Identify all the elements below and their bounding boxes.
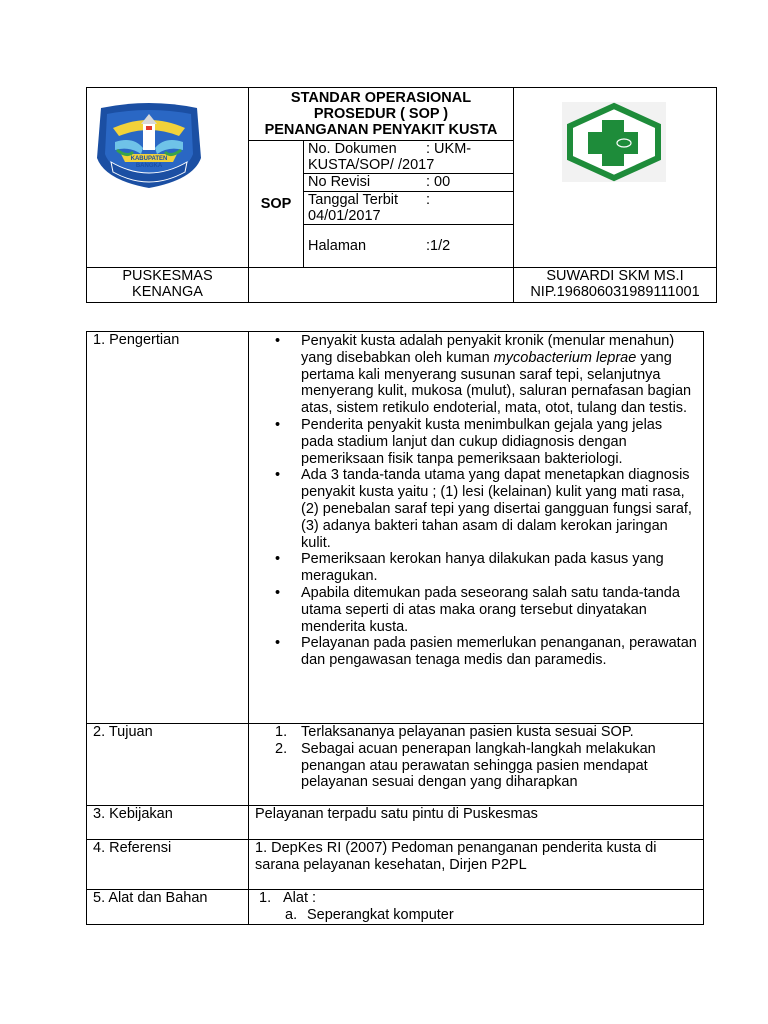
doc-number-cell: [304, 141, 514, 174]
page-number-cell: [304, 225, 514, 268]
signatory-name: SUWARDI SKM MS.I: [546, 268, 684, 284]
sop-content-table: [86, 331, 704, 925]
doc-number-value-2: KUSTA/SOP/ /2017: [308, 157, 435, 173]
signatory: [514, 268, 717, 303]
section-content-referensi: 1. DepKes RI (2007) Pedoman penanganan penderita kusta di sarana pelayanan kesehatan, Dirjen P2PL: [249, 840, 704, 890]
title-line-2: PROSEDUR ( SOP ): [313, 106, 449, 122]
sop-label: SOP: [249, 141, 304, 268]
section-label-kebijakan: 3. Kebijakan: [87, 806, 249, 840]
section-content-kebijakan: Pelayanan terpadu satu pintu di Puskesmas: [249, 806, 704, 840]
puskesmas-name-line-2: KENANGA: [132, 284, 203, 300]
title-line-3: PENANGANAN PENYAKIT KUSTA: [264, 122, 498, 138]
list-item: • Pemeriksaan kerokan hanya dilakukan pada kasus yang meragukan.: [301, 551, 697, 585]
page-title: [249, 88, 514, 141]
header-table: [86, 87, 717, 303]
list-item: • Pelayanan pada pasien memerlukan penanganan, perawatan dan pengawasan tenaga medis dan paramedis.: [301, 635, 697, 669]
puskesmas-name-line-1: PUSKESMAS: [122, 268, 213, 284]
page-number-value: :1/2: [426, 238, 451, 254]
pengertian-list: [255, 333, 697, 669]
list-item: • Penderita penyakit kusta menimbulkan gejala yang jelas pada stadium lanjut dan cukup didiagnosis dengan pemeriksaan fisik tanpa pemeriksaan bakteriologi.: [301, 417, 697, 467]
section-label-alat: 5. Alat dan Bahan: [87, 890, 249, 925]
page-number-label: Halaman: [308, 238, 367, 254]
issue-date-cell: [304, 192, 514, 225]
list-item: a. Seperangkat komputer: [285, 906, 454, 923]
signatory-nip: NIP.196806031989111001: [530, 284, 700, 300]
logo-text-bangka: BANGKA: [135, 163, 163, 169]
tujuan-list: [255, 724, 697, 791]
section-label-tujuan: 2. Tujuan: [87, 724, 249, 806]
list-item: • Penyakit kusta adalah penyakit kronik (menular menahun) yang disebabkan oleh kuman mycobacterium leprae yang pertama kali menyerang susunan saraf tepi, selanjutnya menyerang kulit, mukosa (mulut), saluran pernafasan bagian atas, sistem retikulo endoterial, mata, otot, tulang dan testis.: [301, 333, 697, 417]
doc-number-label: No. Dokumen: [308, 141, 397, 157]
list-item: • Ada 3 tanda-tanda utama yang dapat menetapkan diagnosis penyakit kusta yaitu ; (1) lesi (kelainan) kulit yang mati rasa, (2) penebalan saraf tepi yang disertai gangguan fungsi saraf, (3) adanya bakteri tahan asam di dalam kerokan jaringan kulit.: [301, 467, 697, 551]
issue-date-colon: :: [426, 192, 431, 208]
section-label-referensi: 4. Referensi: [87, 840, 249, 890]
section-label-pengertian: 1. Pengertian: [87, 332, 249, 724]
issue-date-value: 04/01/2017: [308, 208, 381, 224]
list-item: • Apabila ditemukan pada seseorang salah satu tanda-tanda utama seperti di atas maka orang tersebut dinyatakan menderita kusta.: [301, 585, 697, 635]
puskesmas-logo: [562, 102, 666, 182]
section-content-alat: [249, 890, 704, 925]
list-item: 2. Sebagai acuan penerapan langkah-langkah melakukan penangan atau perawatan sehingga pasien mendapat pelayanan sesuai dengan yang diharapkan: [275, 740, 656, 791]
section-content-tujuan: [249, 724, 704, 806]
doc-number-value: : UKM-: [426, 141, 472, 157]
title-line-1: STANDAR OPERASIONAL: [290, 90, 472, 106]
list-item: 1. Terlaksananya pelayanan pasien kusta sesuai SOP.: [275, 724, 634, 740]
section-content-pengertian: [249, 332, 704, 724]
puskesmas-name: [87, 268, 249, 303]
logo-text-kabupaten: KABUPATEN: [130, 156, 168, 162]
footer-empty-cell: [249, 268, 514, 303]
revision-value: : 00: [426, 174, 451, 190]
revision-cell: [304, 174, 514, 192]
issue-date-label: Tanggal Terbit: [308, 192, 399, 208]
right-logo-cell: [514, 88, 717, 268]
kabupaten-bangka-logo: [93, 102, 205, 190]
list-item: 1. Alat :: [259, 890, 317, 906]
revision-label: No Revisi: [308, 174, 371, 190]
left-logo-cell: [87, 88, 249, 268]
